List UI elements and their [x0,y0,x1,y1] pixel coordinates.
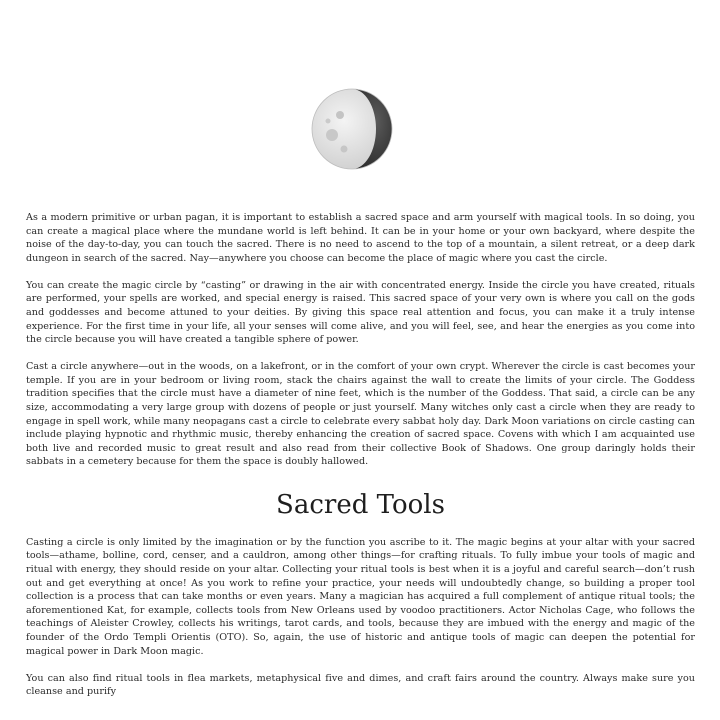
page-body [26,211,695,698]
paragraph-cutoff [26,672,695,698]
paragraph: You can also find ritual tools in flea markets, metaphysical five and dimes, and craft fairs around the country. Always make sure you cleanse and purify [26,672,695,698]
paragraph: As a modern primitive or urban pagan, it is important to establish a sacred space and arm yourself with magical tools. In so doing, you can create a magical place where the mundane world is left behind. It can be in your home or your own backyard, where despite the noise of the day-to-day, you can touch the sacred. There is no need to ascend to the top of a mountain, a silent retreat, or a deep dark dungeon in search of the sacred. Nay—anywhere you choose can become the place of magic where you cast the circle. [26,212,695,264]
paragraph: You can create the magic circle by “casting” or drawing in the air with concentrated energy. Inside the circle you have created, rituals are performed, your spells are worked, and special energy is raised. This sacred space of your very own is where you call on the gods and goddesses and become attuned to your deities. By giving this space real attention and focus, you can make it a truly intense experience. For the first time in your life, all your senses will come alive, and you will feel, see, and hear the energies as you come into the circle because you will have created a tangible sphere of power. [26,279,695,346]
waxing-crescent-moon-icon [310,87,394,171]
paragraph: Casting a circle is only limited by the imagination or by the function you ascribe to it. The magic begins at your altar with your sacred tools—athame, bolline, cord, censer, and a cauldron, among other things—for crafting rituals. To fully imbue your tools of magic and ritual with energy, they should reside on your altar. Collecting your ritual tools is best when it is a joyful and careful search—don’t rush out and get everything at once! As you work to refine your practice, your needs will undoubtedly change, so building a proper tool collection is a process that can take months or even years. Many a magician has acquired a full complement of antique ritual tools; the aforementioned Kat, for example, collects tools from New Orleans used by voodoo practitioners. Actor Nicholas Cage, who follows the teachings of Aleister Crowley, collects his writings, tarot cards, and tools, because they are imbued with the energy and magic of the founder of the Ordo Templi Orientis (OTO). So, again, the use of historic and antique tools of magic can deepen the potential for magical power in Dark Moon magic. [26,536,695,657]
paragraph: Cast a circle anywhere—out in the woods, on a lakefront, or in the comfort of your own crypt. Wherever the circle is cast becomes your temple. If you are in your bedroom or living room, stack the chairs against the wall to create the limits of your circle. The Goddess tradition specifies that the circle must have a diameter of nine feet, which is the number of the Goddess. That said, a circle can be any size, accommodating a very large group with dozens of people or just yourself. Many witches only cast a circle when they are ready to engage in spell work, while many neopagans cast a circle to celebrate every sabbat holy day. Dark Moon variations on circle casting can include playing hypnotic and rhythmic music, thereby enhancing the creation of sacred space. Covens with which I am acquainted use both live and recorded music to great result and also read from their collective Book of Shadows. One group daringly holds their sabbats in a cemetery because for them the space is doubly hallowed. [26,361,695,468]
section-heading: Sacred Tools [276,489,445,520]
